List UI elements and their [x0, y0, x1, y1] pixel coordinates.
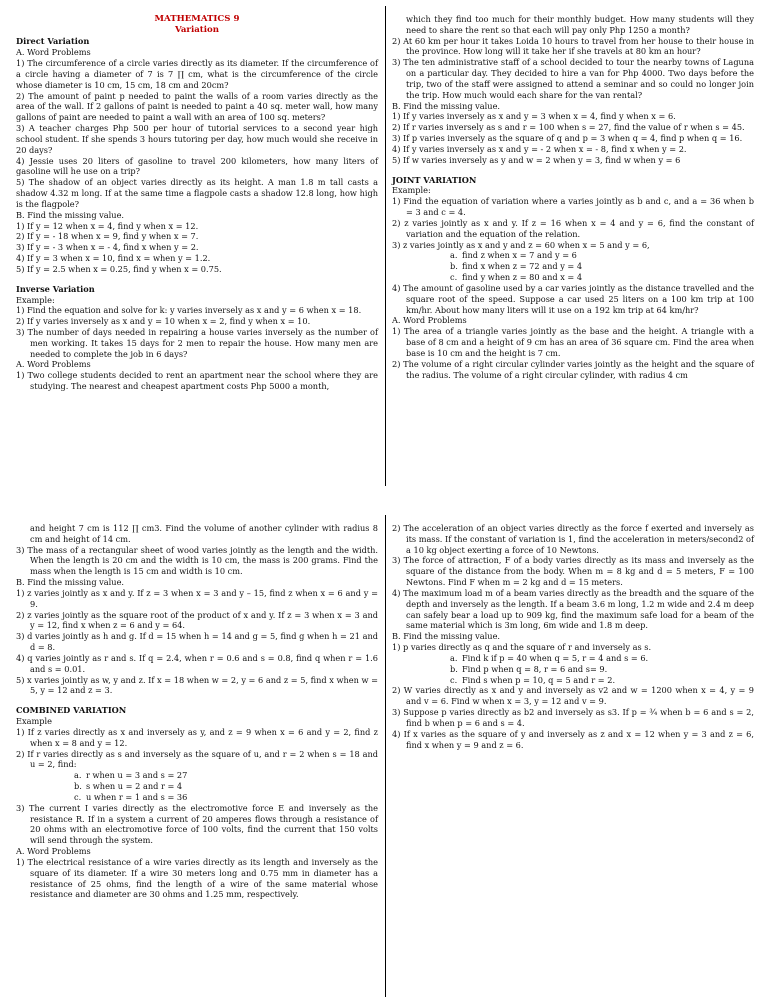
dv-word-problems-label: A. Word Problems	[16, 47, 91, 58]
iv-word-1-continued: which they find too much for their monthly budget. How many students will they need to share the rent so that each will pay only Php 1250 a month?	[406, 14, 754, 35]
page2-left-column	[16, 523, 378, 900]
iv-example-2: 2) If y varies inversely as x and y = 10 when x = 2, find y when x = 10.	[16, 316, 311, 327]
joint-variation-heading: JOINT VARIATION	[392, 174, 477, 185]
jv-example-1: 1) Find the equation of variation where a varies jointly as b and c, and a = 36 when b = 3 and c = 4.	[392, 196, 754, 218]
cv-example-label: Example	[16, 716, 52, 727]
cv-example-1: 1) If z varies directly as x and inversely as y, and z = 9 when x = 6 and y = 2, find z when x = 8 and y = 12.	[16, 726, 378, 748]
cv-example-2b	[16, 781, 378, 792]
combined-variation-heading: COMBINED VARIATION	[16, 705, 127, 716]
document-subtitle: Variation	[174, 24, 220, 35]
jv-example-label: Example:	[392, 185, 431, 196]
page-1	[0, 0, 768, 497]
cv-example-2c	[16, 792, 378, 803]
page1-right-column	[392, 14, 754, 380]
cv-example-2: 2) If r varies directly as s and inversely as the square of u, and r = 2 when s = 18 and u = 2, find:	[16, 748, 378, 770]
cv-word-4: 4) The maximum load m of a beam varies directly as the breadth and the square of the depth and inversely as the length. If a beam 3.6 m long, 1.2 m wide and 2.4 m deep can safely bear a load up to 909 kg, find the maximum safe load for a beam of the same material which is 3m long, 6m wide and 1.8 m deep.	[392, 587, 754, 631]
iv-word-3: 3) The ten administrative staff of a school decided to tour the nearby towns of Laguna on a particular day. They decided to hire a van for Php 4000. Two days before the trip, two of the staff were assigned to attend a seminar and so could no longer join the trip. How much would each share for the van rental?	[392, 57, 754, 100]
cv-word-problems-label: A. Word Problems	[16, 846, 91, 857]
column-divider	[385, 6, 386, 486]
sub-text: u when r = 1 and s = 36	[86, 791, 188, 802]
iv-word-problems-label: A. Word Problems	[16, 359, 91, 370]
jv-example-4: 4) The amount of gasoline used by a car varies jointly as the distance travelled and the square root of the speed. Suppose a car used 25 liters on a 100 km trip at 100 km/hr. About how many liters will it use on a 192 km trip at 64 km/hr?	[392, 282, 754, 315]
cv-missing-1a	[392, 653, 754, 664]
iv-word-2: 2) At 60 km per hour it takes Loida 10 hours to travel from her house to their house in the province. How long will it take her if she travels at 80 km an hour?	[392, 35, 754, 57]
iv-missing-label: B. Find the missing value.	[392, 100, 501, 111]
cv-missing-2: 2) W varies directly as x and y and inversely as v2 and w = 1200 when x = 4, y = 9 and v = 6. Find w when x = 3, y = 12 and v = 9.	[392, 685, 754, 707]
cv-example-3: 3) The current I varies directly as the electromotive force E and inversely as the resistance R. If in a system a current of 20 amperes flows through a resistance of 20 ohms with an electromotive force of 100 volts, find the current that 150 volts will send through the system.	[16, 802, 378, 846]
iv-missing-2: 2) If r varies inversely as s and r = 100 when s = 27, find the value of r when s = 45.	[392, 122, 745, 133]
sub-text: r when u = 3 and s = 27	[86, 770, 188, 781]
iv-missing-4: 4) If y varies inversely as x and y = - 2 when x = - 8, find x when y = 2.	[392, 143, 687, 154]
iv-example-1: 1) Find the equation and solve for k: y varies inversely as x and y = 6 when x = 18.	[16, 305, 362, 316]
dv-missing-4: 4) If y = 3 when x = 10, find x = when y = 1.2.	[16, 253, 211, 264]
dv-problem-5: 5) The shadow of an object varies directly as its height. A man 1.8 m tall casts a shadow 4.32 m long. If at the same time a flagpole casts a shadow 12.8 long, how high is the flagpole?	[16, 177, 378, 209]
iv-example-label: Example:	[16, 294, 55, 305]
sub-text: Find s when p = 10, q = 5 and r = 2.	[462, 674, 616, 685]
dv-missing-2: 2) If y = - 18 when x = 9, find y when x = 7.	[16, 231, 199, 242]
jv-missing-5: 5) x varies jointly as w, y and z. If x = 18 when w = 2, y = 6 and z = 5, find x when w = 5, y = 12 and z = 3.	[16, 674, 378, 696]
dv-missing-5: 5) If y = 2.5 when x = 0.25, find y when x = 0.75.	[16, 263, 222, 274]
jv-example-3: 3) z varies jointly as x and y and z = 60 when x = 5 and y = 6,	[392, 239, 650, 250]
cv-missing-1: 1) p varies directly as q and the square of r and inversely as s.	[392, 642, 652, 653]
dv-missing-label: B. Find the missing value.	[16, 209, 125, 220]
jv-example-2: 2) z varies jointly as x and y. If z = 16 when x = 4 and y = 6, find the constant of variation and the equation of the relation.	[392, 217, 754, 239]
dv-missing-3: 3) If y = - 3 when x = - 4, find x when y = 2.	[16, 242, 199, 253]
sub-text: Find k if p = 40 when q = 5, r = 4 and s = 6.	[462, 652, 649, 663]
cv-word-1: 1) The electrical resistance of a wire varies directly as its length and inversely as the square of its diameter. If a wire 30 meters long and 0.75 mm in diameter has a resistance of 25 ohms, find the length of a wire of the same material whose resistance and diameter are 30 ohms and 1.25 mm, respectively.	[16, 856, 378, 900]
cv-missing-3: 3) Suppose p varies directly as b2 and inversely as s3. If p = ¾ when b = 6 and s = 2, find b when p = 6 and s = 4.	[392, 707, 754, 728]
dv-problem-1: 1) The circumference of a circle varies directly as its diameter. If the circumference of a circle having a diameter of 7 is 7 ∏ cm, what is the circumference of the circle whose diameter is 10 cm, 15 cm, 18 cm and 20cm?	[16, 58, 378, 90]
iv-missing-5: 5) If w varies inversely as y and w = 2 when y = 3, find w when y = 6	[392, 154, 681, 165]
dv-problem-3: 3) A teacher charges Php 500 per hour of tutorial services to a second year high school student. If she spends 3 hours tutoring per day, how much would she receive in 20 days?	[16, 123, 378, 155]
jv-example-3a	[392, 250, 754, 261]
sub-label: a.	[450, 250, 458, 261]
sub-text: find x when z = 72 and y = 4	[462, 261, 583, 272]
sub-label: c.	[450, 272, 458, 283]
direct-variation-heading: Direct Variation	[16, 36, 90, 47]
sub-label: c.	[450, 674, 458, 685]
page2-right-column	[392, 523, 754, 750]
page-2	[0, 509, 768, 1006]
jv-word-2-continued: and height 7 cm is 112 ∏ cm3. Find the volume of another cylinder with radius 8 cm and height of 14 cm.	[30, 523, 378, 544]
cv-missing-1c	[392, 675, 754, 686]
inverse-variation-heading: Inverse Variation	[16, 283, 95, 294]
iv-example-3: 3) The number of days needed in repairing a house varies inversely as the number of men working. It takes 15 days for 2 men to repair the house. How many men are needed to complete the job in 6 days?	[16, 327, 378, 359]
cv-missing-label: B. Find the missing value.	[392, 631, 501, 642]
sub-text: find z when x = 7 and y = 6	[462, 250, 577, 261]
jv-word-3: 3) The mass of a rectangular sheet of wood varies jointly as the length and the width. When the length is 20 cm and the width is 10 cm, the mass is 200 grams. Find the mass when the length is 15 cm and width is 10 cm.	[16, 544, 378, 577]
cv-word-3: 3) The force of attraction, F of a body varies directly as its mass and inversely as the square of the distance from the body. When m = 8 kg and d = 5 meters, F = 100 Newtons. Find F when m = 2 kg and d = 15 meters.	[392, 555, 754, 588]
jv-missing-2: 2) z varies jointly as the square root of the product of x and y. If z = 3 when x = 3 and y = 12, find x when z = 6 and y = 64.	[16, 609, 378, 631]
iv-missing-3: 3) If p varies inversely as the square of q and p = 3 when q = 4, find p when q = 16.	[392, 133, 743, 144]
document-title: MATHEMATICS 9	[154, 14, 240, 24]
jv-example-3c	[392, 272, 754, 283]
cv-missing-4: 4) If x varies as the square of y and inversely as z and x = 12 when y = 3 and z = 6, find x when y = 9 and z = 6.	[392, 728, 754, 750]
sub-label: a.	[450, 652, 458, 663]
sub-label: b.	[74, 781, 82, 792]
sub-label: b.	[450, 663, 458, 674]
jv-word-2: 2) The volume of a right circular cylinder varies jointly as the height and the square of the radius. The volume of a right circular cylinder, with radius 4 cm	[392, 358, 754, 380]
dv-problem-2: 2) The amount of paint p needed to paint the walls of a room varies directly as the area of the wall. If 2 gallons of paint is needed to paint a 40 sq. meter wall, how many gallons of paint are needed to paint a wall with an area of 100 sq. meters?	[16, 90, 378, 123]
jv-missing-1: 1) z varies jointly as x and y. If z = 3 when x = 3 and y – 15, find z when x = 6 and y = 9.	[16, 587, 378, 609]
dv-problem-4: 4) Jessie uses 20 liters of gasoline to travel 200 kilometers, how many liters of gasoline will he use on a trip?	[16, 155, 378, 177]
jv-missing-4: 4) q varies jointly as r and s. If q = 2.4, when r = 0.6 and s = 0.8, find q when r = 1.6 and s = 0.01.	[16, 652, 378, 674]
jv-example-3b	[392, 261, 754, 272]
sub-text: s when u = 2 and r = 4	[86, 781, 183, 792]
iv-word-1: 1) Two college students decided to rent an apartment near the school where they are studying. The nearest and cheapest apartment costs Php 5000 a month,	[16, 370, 378, 392]
iv-missing-1: 1) If y varies inversely as x and y = 3 when x = 4, find y when x = 6.	[392, 111, 676, 122]
column-divider	[385, 515, 386, 997]
dv-missing-1: 1) If y = 12 when x = 4, find y when x = 12.	[16, 220, 199, 231]
cv-example-2a	[16, 770, 378, 781]
sub-label: a.	[74, 770, 82, 781]
jv-word-1: 1) The area of a triangle varies jointly as the base and the height. A triangle with a base of 8 cm and a height of 9 cm has an area of 36 square cm. Find the area when base is 10 cm and the height is 7 cm.	[392, 326, 754, 358]
sub-label: b.	[450, 261, 458, 272]
jv-missing-3: 3) d varies jointly as h and g. If d = 15 when h = 14 and g = 5, find g when h = 21 and d = 8.	[16, 631, 378, 653]
cv-word-2: 2) The acceleration of an object varies directly as the force f exerted and inversely as its mass. If the constant of variation is 1, find the acceleration in meters/second2 of a 10 kg object exerting a force of 10 Newtons.	[392, 523, 754, 555]
sub-text: find y when z = 80 and x = 4	[462, 272, 583, 283]
sub-text: Find p when q = 8, r = 6 and s= 9.	[462, 663, 608, 674]
jv-missing-label: B. Find the missing value.	[16, 577, 125, 588]
page1-left-column	[16, 14, 378, 392]
jv-word-problems-label: A. Word Problems	[392, 315, 467, 326]
cv-missing-1b	[392, 664, 754, 675]
sub-label: c.	[74, 791, 82, 802]
